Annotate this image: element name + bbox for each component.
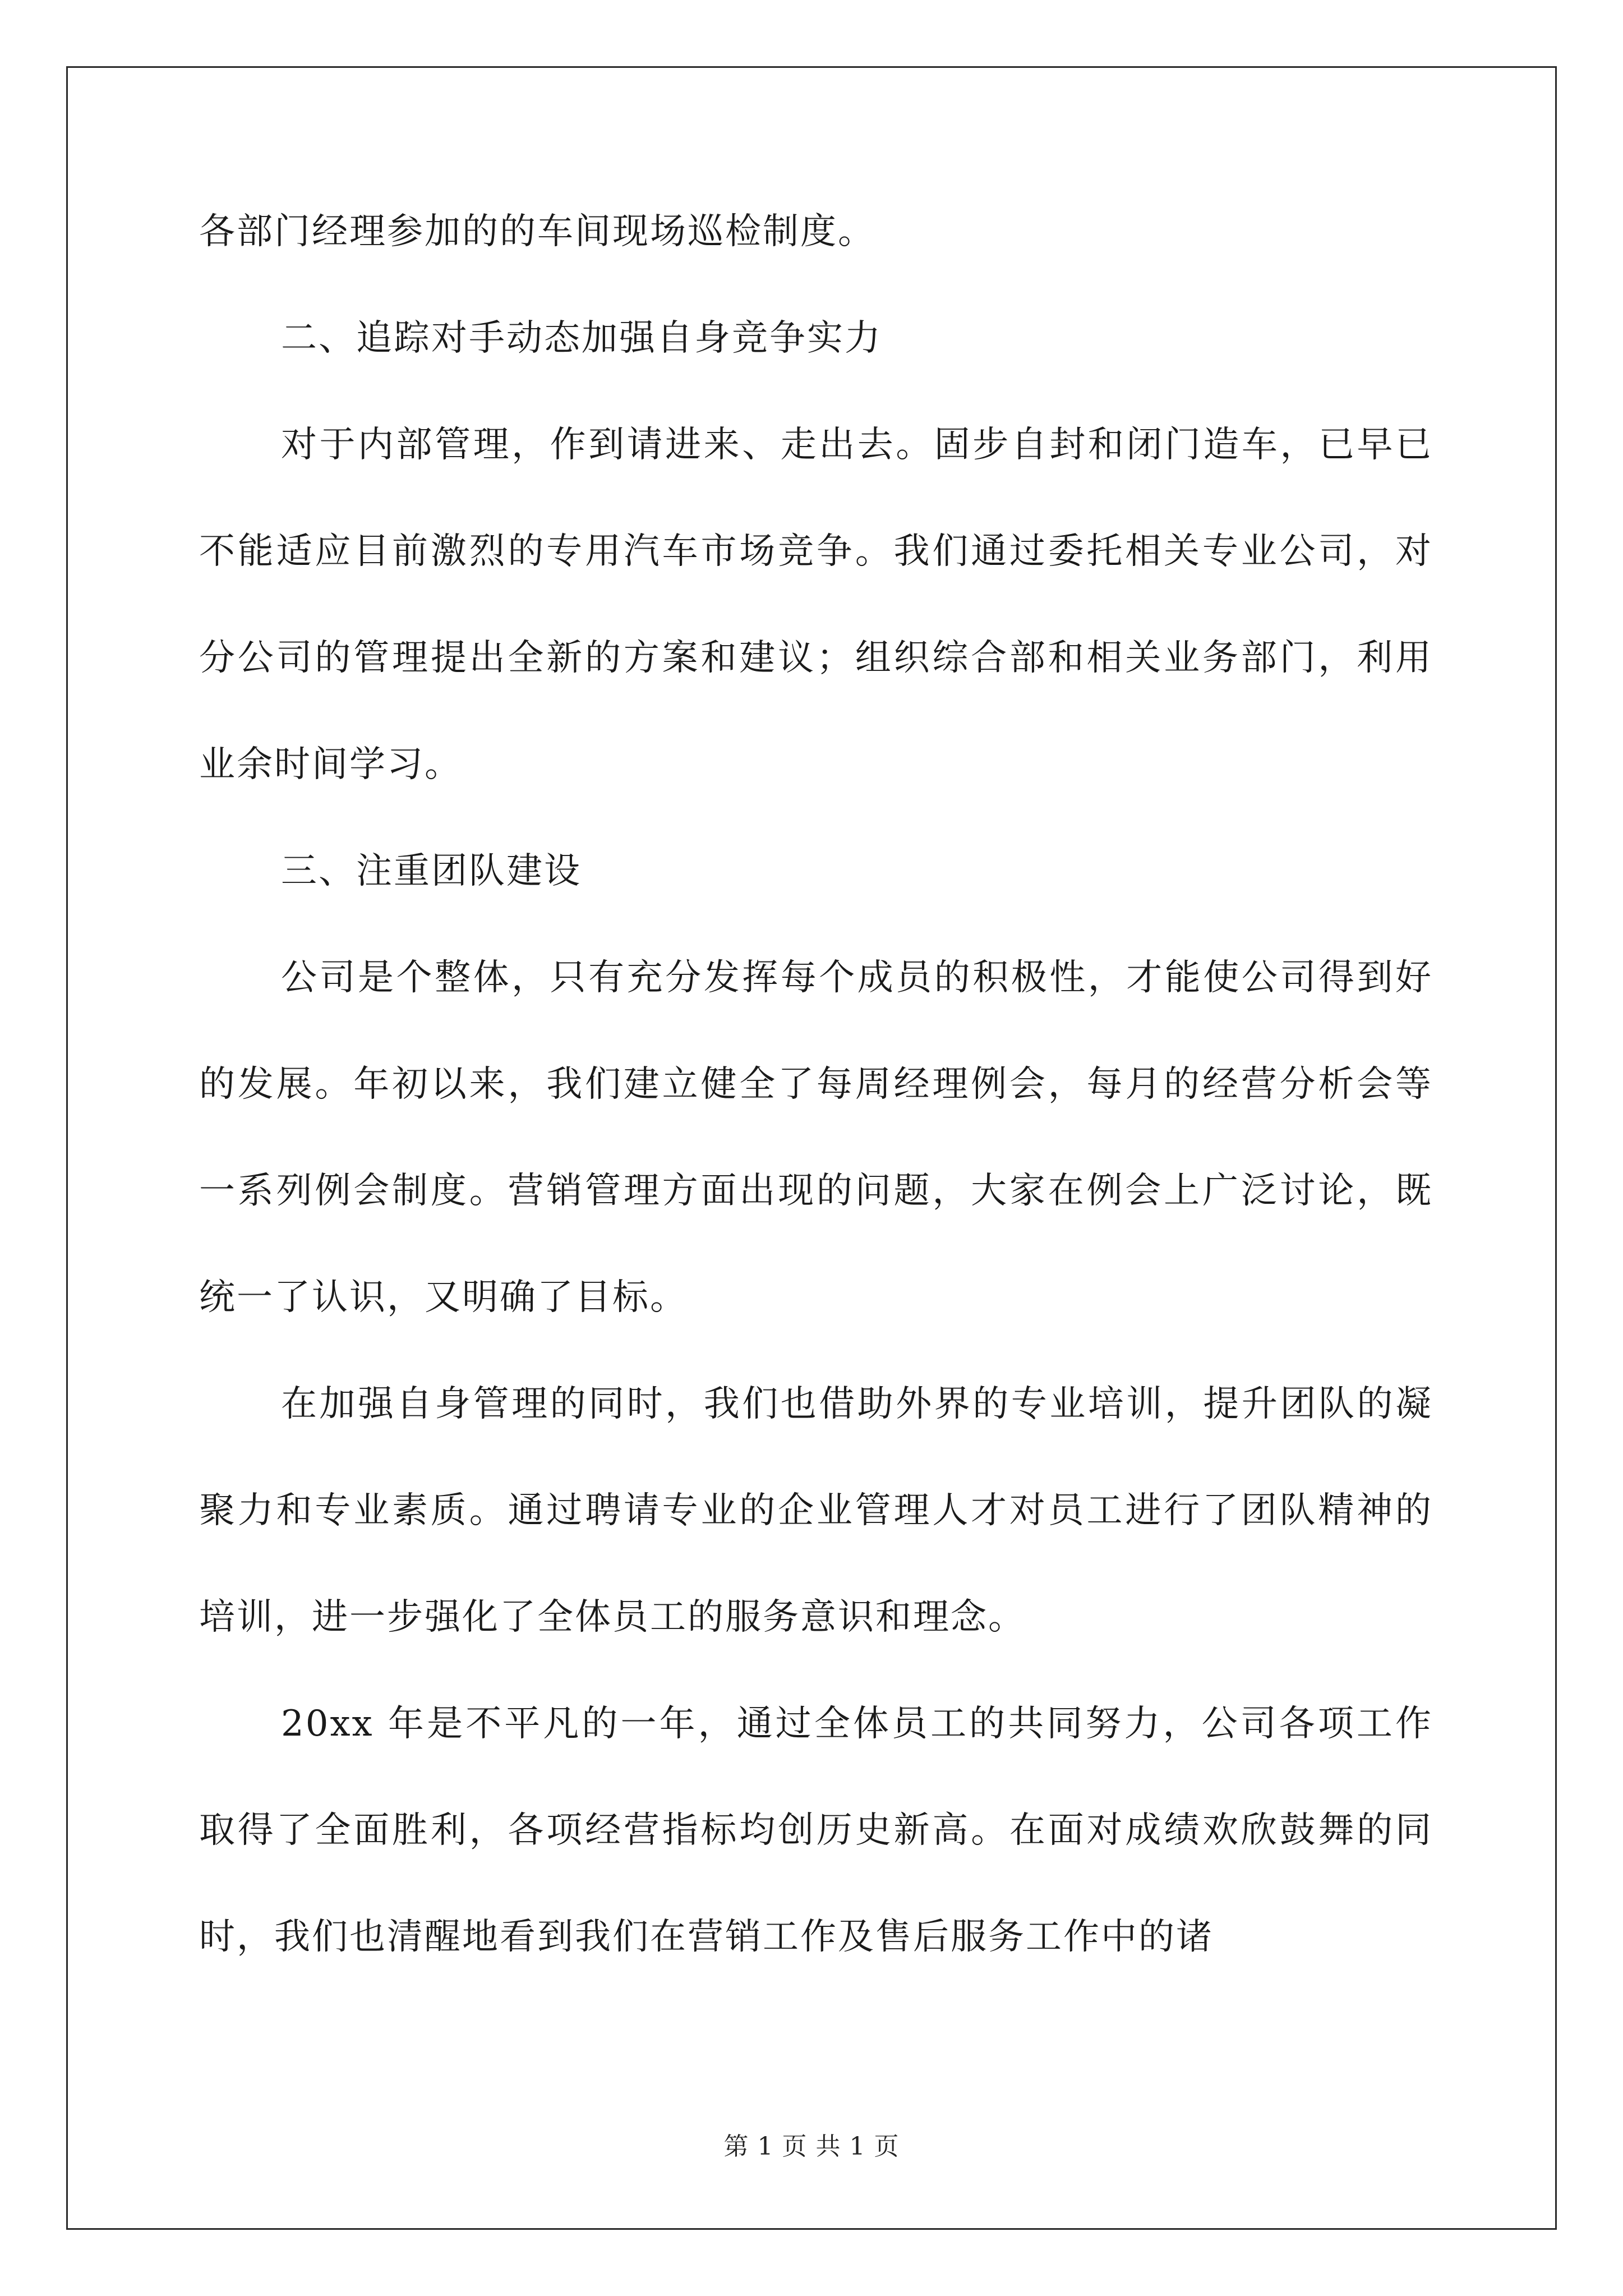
paragraph: 各部门经理参加的的车间现场巡检制度。	[199, 211, 875, 252]
document-body	[199, 178, 1433, 1990]
paragraph: 对于内部管理，作到请进来、走出去。固步自封和闭门造车，已早已不能适应目前激烈的专用汽车市场竞争。我们通过委托相关专业公司，对分公司的管理提出全新的方案和建议；组织综合部和相关业务部门，利用业余时间学习。	[199, 424, 1433, 785]
section-heading: 二、追踪对手动态加强自身竞争实力	[281, 318, 882, 359]
paragraph: 20xx 年是不平凡的一年，通过全体员工的共同努力，公司各项工作取得了全面胜利，各项经营指标均创历史新高。在面对成绩欢欣鼓舞的同时，我们也清醒地看到我们在营销工作及售后服务工作中的诸	[199, 1703, 1433, 1958]
paragraph: 在加强自身管理的同时，我们也借助外界的专业培训，提升团队的凝聚力和专业素质。通过聘请专业的企业管理人才对员工进行了团队精神的培训，进一步强化了全体员工的服务意识和理念。	[199, 1383, 1433, 1638]
paragraph: 公司是个整体，只有充分发挥每个成员的积极性，才能使公司得到好的发展。年初以来，我们建立健全了每周经理例会，每月的经营分析会等一系列例会制度。营销管理方面出现的问题，大家在例会上广泛讨论，既统一了认识，又明确了目标。	[199, 957, 1433, 1318]
page-footer: 第 1 页 共 1 页	[723, 2132, 900, 2161]
section-heading: 三、注重团队建设	[281, 850, 582, 892]
